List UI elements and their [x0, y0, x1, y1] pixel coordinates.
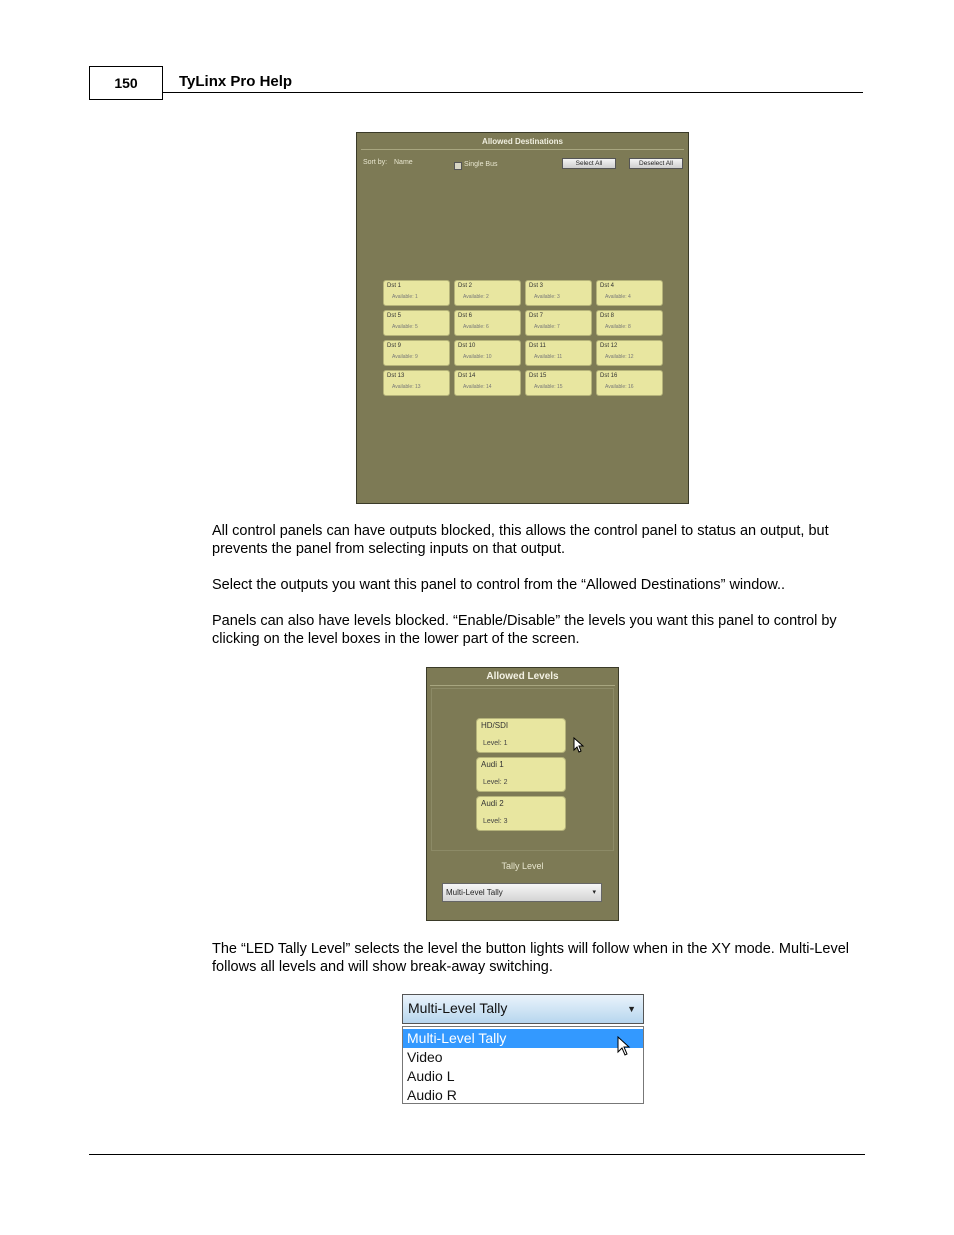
tally-dropdown-screenshot	[402, 994, 644, 1104]
destination-name: Dst 3	[529, 283, 544, 289]
level-box-audi-1[interactable]	[476, 757, 566, 792]
destination-tile[interactable]	[596, 280, 663, 306]
deselect-all-button[interactable]: Deselect All	[629, 158, 683, 169]
destination-tile[interactable]	[454, 370, 521, 396]
allowed-levels-title: Allowed Levels	[486, 671, 559, 682]
destination-tile[interactable]	[454, 280, 521, 306]
destination-tile[interactable]	[454, 310, 521, 336]
destination-sub: Available: 14	[463, 384, 492, 390]
destination-tile[interactable]	[525, 370, 592, 396]
destination-name: Dst 5	[387, 313, 402, 319]
destination-sub: Available: 6	[463, 324, 489, 330]
mouse-cursor-icon	[617, 1036, 631, 1056]
dropdown-option-multi-level-tally[interactable]: Multi-Level Tally	[403, 1029, 643, 1048]
dropdown-option-video[interactable]: Video	[407, 1049, 443, 1065]
sort-by-label: Sort by:	[363, 159, 388, 166]
allowed-destinations-window	[356, 132, 689, 504]
destination-sub: Available: 3	[534, 294, 560, 300]
paragraph-outputs-blocked: All control panels can have outputs blocked, this allows the control panel to status an output, but prevents the panel from selecting inputs on that output.	[212, 523, 829, 557]
destination-name: Dst 11	[529, 343, 546, 349]
level-name: HD/SDI	[481, 721, 509, 730]
destination-tile[interactable]	[525, 310, 592, 336]
header-title: TyLinx Pro Help	[179, 73, 293, 90]
allowed-levels-window	[426, 667, 619, 921]
single-bus-label: Single Bus	[464, 161, 498, 168]
level-number: Level: 3	[483, 818, 508, 825]
destination-tile[interactable]	[525, 340, 592, 366]
destination-name: Dst 8	[600, 313, 615, 319]
destination-sub: Available: 10	[463, 354, 492, 360]
destination-name: Dst 6	[458, 313, 473, 319]
destination-sub: Available: 9	[392, 354, 418, 360]
destination-sub: Available: 12	[605, 354, 634, 360]
allowed-destinations-title: Allowed Destinations	[482, 137, 563, 146]
chevron-down-icon: ▼	[627, 1004, 636, 1014]
chevron-down-icon: ▾	[592, 889, 596, 896]
destination-name: Dst 7	[529, 313, 544, 319]
tally-dropdown-list	[402, 1026, 644, 1104]
dropdown-option-audio-l[interactable]: Audio L	[407, 1068, 455, 1084]
destination-name: Dst 15	[529, 373, 547, 379]
destination-sub: Available: 5	[392, 324, 418, 330]
page-number: 150	[89, 66, 163, 100]
header-rule	[163, 92, 863, 93]
tally-level-label: Tally Level	[501, 861, 544, 871]
destination-sub: Available: 15	[534, 384, 563, 390]
destination-sub: Available: 11	[534, 354, 563, 360]
destination-tile[interactable]	[383, 280, 450, 306]
level-box-audi-2[interactable]	[476, 796, 566, 831]
paragraph-levels-blocked: Panels can also have levels blocked. “Enable/Disable” the levels you want this panel to control by clicking on the level boxes in the lower part of the screen.	[212, 613, 837, 647]
destination-tile[interactable]	[454, 340, 521, 366]
destination-sub: Available: 8	[605, 324, 631, 330]
destination-sub: Available: 7	[534, 324, 560, 330]
single-bus-checkbox[interactable]	[454, 162, 462, 170]
tally-level-select[interactable]	[442, 883, 602, 902]
title-divider	[430, 685, 615, 686]
dropdown-option-audio-r[interactable]: Audio R	[407, 1087, 457, 1103]
destination-name: Dst 4	[600, 283, 615, 289]
destination-sub: Available: 13	[392, 384, 421, 390]
destination-tile[interactable]	[383, 310, 450, 336]
destination-tile[interactable]	[596, 370, 663, 396]
destination-tile[interactable]	[596, 340, 663, 366]
tally-dropdown[interactable]	[402, 994, 644, 1024]
level-number: Level: 2	[483, 779, 508, 786]
destination-sub: Available: 16	[605, 384, 634, 390]
select-all-button[interactable]: Select All	[562, 158, 616, 169]
destination-sub: Available: 1	[392, 294, 418, 300]
destination-grid	[383, 280, 663, 396]
level-name: Audi 1	[481, 760, 504, 769]
level-name: Audi 2	[481, 799, 504, 808]
destination-name: Dst 16	[600, 373, 618, 379]
level-box-hd-sdi[interactable]	[476, 718, 566, 753]
destination-name: Dst 10	[458, 343, 476, 349]
destination-name: Dst 13	[387, 373, 405, 379]
footer-rule	[89, 1154, 865, 1155]
destination-name: Dst 9	[387, 343, 402, 349]
paragraph-led-tally: The “LED Tally Level” selects the level the button lights will follow when in the XY mode. Multi-Level follows all levels and will show break-away switching.	[212, 941, 849, 975]
sort-by-value[interactable]: Name	[394, 159, 413, 166]
destination-name: Dst 1	[387, 283, 402, 289]
mouse-cursor-icon	[573, 737, 585, 753]
destination-sub: Available: 2	[463, 294, 489, 300]
destination-tile[interactable]	[383, 340, 450, 366]
title-divider	[361, 149, 684, 150]
destination-tile[interactable]	[383, 370, 450, 396]
level-number: Level: 1	[483, 740, 508, 747]
destination-name: Dst 14	[458, 373, 476, 379]
tally-level-value: Multi-Level Tally	[446, 888, 503, 897]
paragraph-select-outputs: Select the outputs you want this panel to control from the “Allowed Destinations” window..	[212, 577, 786, 593]
destination-sub: Available: 4	[605, 294, 631, 300]
destination-name: Dst 12	[600, 343, 618, 349]
destination-name: Dst 2	[458, 283, 473, 289]
destination-tile[interactable]	[525, 280, 592, 306]
tally-dropdown-value: Multi-Level Tally	[408, 1000, 508, 1016]
destination-tile[interactable]	[596, 310, 663, 336]
